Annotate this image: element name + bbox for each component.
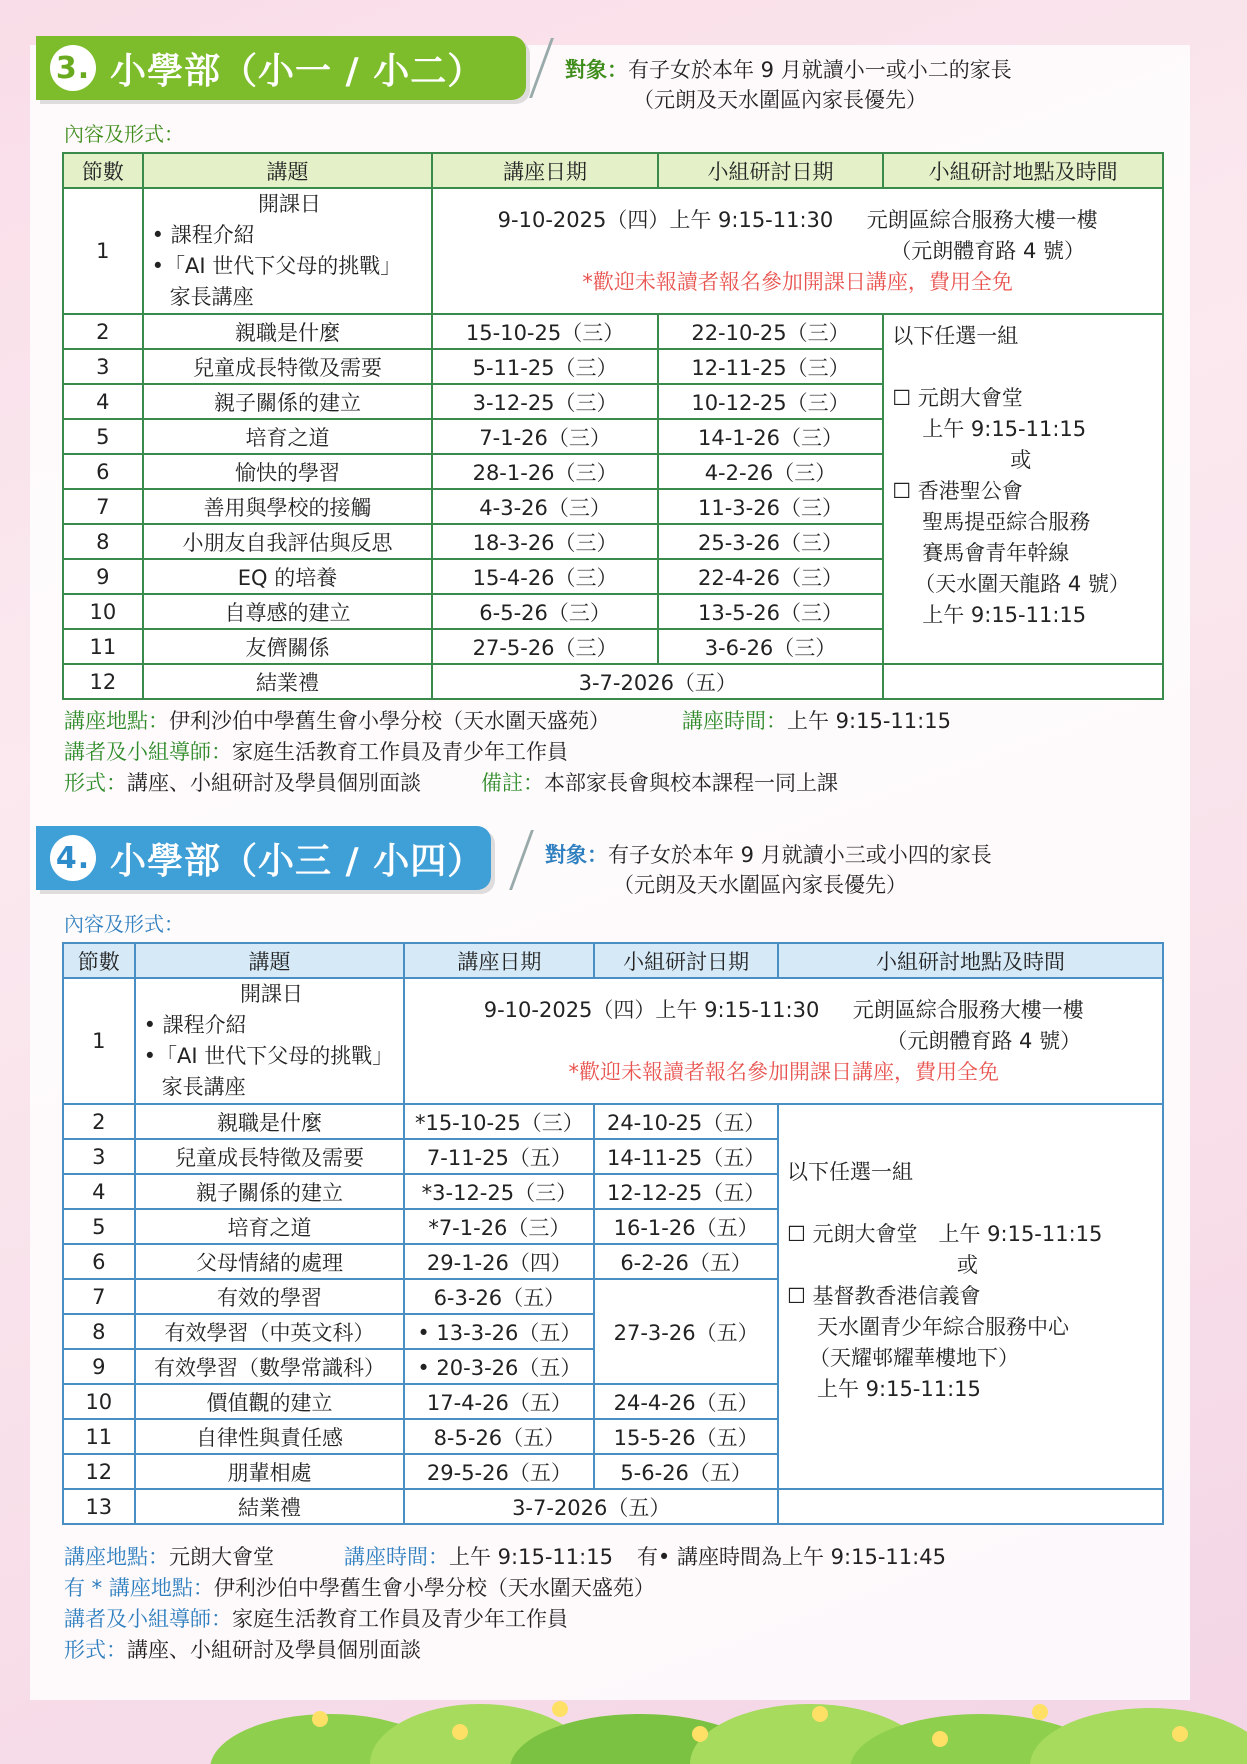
group-date: 24-4-26（五） (594, 1384, 778, 1419)
header-topic: 講題 (143, 153, 433, 188)
lecture-date: *3-12-25（三） (404, 1174, 594, 1209)
table-row (63, 188, 1163, 314)
venue-line: ☐ 香港聖公會 (892, 479, 1023, 503)
group-date: 5-6-26（五） (594, 1454, 778, 1489)
venue-line: 賽馬會青年幹線 (922, 541, 1070, 565)
session-number: 2 (63, 1104, 135, 1139)
session-number: 10 (63, 1384, 135, 1419)
opening-topic-line3: •「AI 世代下父母的挑戰」 (143, 1044, 394, 1068)
lecture-date: 15-4-26（三） (432, 559, 657, 594)
session-number: 7 (63, 489, 143, 524)
session-number: 2 (63, 314, 143, 349)
venue-line: 聖馬提亞綜合服務 (922, 510, 1091, 534)
info-value: 家庭生活教育工作員及青少年工作員 (232, 1607, 568, 1631)
opening-date: 9-10-2025（四）上午 9:15-11:30 (483, 997, 820, 1022)
session-number: 1 (63, 978, 135, 1104)
session-number: 11 (63, 629, 143, 664)
session-number: 4 (63, 384, 143, 419)
table-header (63, 943, 1163, 978)
session-number: 12 (63, 1454, 135, 1489)
session-number: 3 (63, 349, 143, 384)
venue-line: （天水圍天龍路 4 號） (914, 572, 1130, 596)
venue-line: 上午 9:15-11:15 (922, 603, 1087, 627)
section4-title: 小學部（小三 / 小四） (110, 840, 485, 882)
flower-decoration (0, 1654, 1247, 1764)
info-label: 有 * 講座地點： (64, 1576, 214, 1600)
session-topic: 自律性與責任感 (135, 1419, 405, 1454)
section3-target-line1: 有子女於本年 9 月就讀小一或小二的家長 (628, 58, 1012, 82)
session-topic: 有效學習（中英文科） (135, 1314, 405, 1349)
group-date: 25-3-26（三） (658, 524, 883, 559)
group-date-merged: 27-3-26（五） (594, 1279, 778, 1384)
session-topic: 善用與學校的接觸 (143, 489, 433, 524)
info-value: 有• 講座時間為上午 9:15-11:45 (636, 1545, 946, 1569)
header-group-venue: 小組研討地點及時間 (883, 153, 1163, 188)
lecture-date: 28-1-26（三） (432, 454, 657, 489)
session-number: 6 (63, 1244, 135, 1279)
group-date: 22-10-25（三） (658, 314, 883, 349)
session-topic: 友儕關係 (143, 629, 433, 664)
section3-content-label: 內容及形式： (64, 122, 184, 146)
section4-number: 4. (50, 835, 96, 881)
opening-topic-line1: 開課日 (240, 982, 304, 1006)
opening-note: *歡迎未報讀者報名參加開課日講座，費用全免 (568, 1059, 999, 1084)
group-date: 24-10-25（五） (594, 1104, 778, 1139)
section4-content-label: 內容及形式： (64, 912, 184, 936)
opening-topic (143, 188, 433, 314)
session-number: 8 (63, 524, 143, 559)
venue-line: ☐ 元朗大會堂 (892, 386, 1023, 410)
table-row (63, 1104, 1163, 1139)
section3-target-label: 對象： (565, 58, 628, 82)
opening-place: 元朗區綜合服務大樓一樓 (866, 207, 1098, 232)
info-value: 元朗大會堂 (169, 1545, 274, 1569)
empty-cell (883, 664, 1163, 699)
section4-banner (36, 826, 491, 890)
venue-line: 或 (1010, 448, 1032, 472)
section3-title: 小學部（小一 / 小二） (110, 50, 485, 92)
table-row (63, 978, 1163, 1104)
opening-note: *歡迎未報讀者報名參加開課日講座，費用全免 (582, 269, 1013, 294)
section3-number: 3. (50, 45, 96, 91)
session-topic: 結業禮 (135, 1489, 405, 1524)
lecture-date: 15-10-25（三） (432, 314, 657, 349)
lecture-date: • 20-3-26（五） (404, 1349, 594, 1384)
venue-line: （天耀邨耀華樓地下） (808, 1346, 1019, 1370)
session-topic: 兒童成長特徵及需要 (135, 1139, 405, 1174)
session-topic: 愉快的學習 (143, 454, 433, 489)
opening-topic-line1: 開課日 (258, 192, 322, 216)
lecture-date: 7-1-26（三） (432, 419, 657, 454)
session-topic: 父母情緒的處理 (135, 1244, 405, 1279)
section4-table (62, 942, 1164, 1525)
group-date: 3-6-26（三） (658, 629, 883, 664)
session-number: 5 (63, 1209, 135, 1244)
group-date: 4-2-26（三） (658, 454, 883, 489)
table-header (63, 153, 1163, 188)
lecture-date: *7-1-26（三） (404, 1209, 594, 1244)
lecture-date: *15-10-25（三） (404, 1104, 594, 1139)
info-label: 講者及小組導師： (64, 740, 232, 764)
info-value: 本部家長會與校本課程一同上課 (544, 771, 838, 795)
session-topic: 親職是什麼 (135, 1104, 405, 1139)
table-row (63, 314, 1163, 349)
session-topic: 價值觀的建立 (135, 1384, 405, 1419)
lecture-date: 5-11-25（三） (432, 349, 657, 384)
lecture-date: 7-11-25（五） (404, 1139, 594, 1174)
lecture-date: 17-4-26（五） (404, 1384, 594, 1419)
graduation-date: 3-7-2026（五） (432, 664, 883, 699)
group-date: 13-5-26（三） (658, 594, 883, 629)
lecture-date: 29-5-26（五） (404, 1454, 594, 1489)
table-row (63, 664, 1163, 699)
lecture-date: 27-5-26（三） (432, 629, 657, 664)
header-session: 節數 (63, 153, 143, 188)
info-label: 形式： (64, 771, 127, 795)
info-value: 上午 9:15-11:15 (449, 1545, 613, 1569)
opening-details (404, 978, 1163, 1104)
info-label: 講者及小組導師： (64, 1607, 232, 1631)
group-date: 10-12-25（三） (658, 384, 883, 419)
session-topic: 小朋友自我評估與反思 (143, 524, 433, 559)
opening-topic-line4: 家長講座 (169, 285, 254, 309)
session-topic: 培育之道 (143, 419, 433, 454)
header-lecture-date: 講座日期 (404, 943, 594, 978)
opening-address: （元朗體育路 4 號） (886, 1028, 1082, 1053)
group-date: 12-12-25（五） (594, 1174, 778, 1209)
section3-table (62, 152, 1164, 700)
info-label: 講座時間： (682, 709, 787, 733)
section4-target (545, 840, 992, 900)
lecture-date: 6-5-26（三） (432, 594, 657, 629)
header-lecture-date: 講座日期 (432, 153, 657, 188)
session-topic: 有效的學習 (135, 1279, 405, 1314)
session-topic: 自尊感的建立 (143, 594, 433, 629)
info-label: 講座地點： (64, 1545, 169, 1569)
session-topic: 培育之道 (135, 1209, 405, 1244)
lecture-date: • 13-3-26（五） (404, 1314, 594, 1349)
venue-line: ☐ 基督教香港信義會 (786, 1284, 981, 1308)
info-value: 伊利沙伯中學舊生會小學分校（天水圍天盛苑） (213, 1576, 655, 1600)
session-topic: 結業禮 (143, 664, 433, 699)
group-date: 11-3-26（三） (658, 489, 883, 524)
session-number: 13 (63, 1489, 135, 1524)
session-topic: 親職是什麼 (143, 314, 433, 349)
session-number: 8 (63, 1314, 135, 1349)
session-topic: EQ 的培養 (143, 559, 433, 594)
section4-target-line1: 有子女於本年 9 月就讀小三或小四的家長 (608, 843, 992, 867)
session-number: 4 (63, 1174, 135, 1209)
opening-topic-line2: • 課程介紹 (151, 223, 255, 247)
empty-cell (778, 1489, 1163, 1524)
opening-details (432, 188, 1163, 314)
opening-address: （元朗體育路 4 號） (890, 238, 1086, 263)
lecture-date: 4-3-26（三） (432, 489, 657, 524)
venue-line: ☐ 元朗大會堂 上午 9:15-11:15 (786, 1222, 1103, 1246)
session-topic: 親子關係的建立 (135, 1174, 405, 1209)
info-value: 家庭生活教育工作員及青少年工作員 (232, 740, 568, 764)
venue-line: 上午 9:15-11:15 (922, 417, 1087, 441)
section4-info (64, 1542, 946, 1666)
group-date: 14-11-25（五） (594, 1139, 778, 1174)
header-session: 節數 (63, 943, 135, 978)
table-row (63, 1489, 1163, 1524)
lecture-date: 6-3-26（五） (404, 1279, 594, 1314)
info-label: 備註： (481, 771, 544, 795)
header-group-venue: 小組研討地點及時間 (778, 943, 1163, 978)
section3-info (64, 706, 951, 799)
venue-line: 以下任選一組 (892, 324, 1019, 348)
section3-banner (36, 36, 526, 100)
info-value: 上午 9:15-11:15 (787, 709, 951, 733)
opening-place: 元朗區綜合服務大樓一樓 (852, 997, 1084, 1022)
group-venue (883, 314, 1163, 664)
session-topic: 親子關係的建立 (143, 384, 433, 419)
session-number: 5 (63, 419, 143, 454)
session-number: 11 (63, 1419, 135, 1454)
venue-line: 以下任選一組 (786, 1160, 913, 1184)
session-number: 9 (63, 559, 143, 594)
group-date: 14-1-26（三） (658, 419, 883, 454)
session-number: 3 (63, 1139, 135, 1174)
graduation-date: 3-7-2026（五） (404, 1489, 777, 1524)
group-date: 12-11-25（三） (658, 349, 883, 384)
group-date: 6-2-26（五） (594, 1244, 778, 1279)
section4-target-line2: （元朗及天水圍區內家長優先） (613, 873, 907, 897)
lecture-date: 3-12-25（三） (432, 384, 657, 419)
header-group-date: 小組研討日期 (594, 943, 778, 978)
info-value: 講座、小組研討及學員個別面談 (127, 1638, 421, 1662)
group-date: 15-5-26（五） (594, 1419, 778, 1454)
section3-target-line2: （元朗及天水圍區內家長優先） (633, 88, 927, 112)
session-number: 12 (63, 664, 143, 699)
venue-line: 或 (956, 1253, 978, 1277)
venue-line: 上午 9:15-11:15 (816, 1377, 981, 1401)
session-topic: 兒童成長特徵及需要 (143, 349, 433, 384)
info-label: 講座時間： (344, 1545, 449, 1569)
session-topic: 朋輩相處 (135, 1454, 405, 1489)
opening-topic-line3: •「AI 世代下父母的挑戰」 (151, 254, 402, 278)
opening-topic-line4: 家長講座 (161, 1075, 246, 1099)
opening-topic-line2: • 課程介紹 (143, 1013, 247, 1037)
session-number: 1 (63, 188, 143, 314)
venue-line: 天水圍青少年綜合服務中心 (816, 1315, 1069, 1339)
lecture-date: 18-3-26（三） (432, 524, 657, 559)
lecture-date: 8-5-26（五） (404, 1419, 594, 1454)
session-number: 10 (63, 594, 143, 629)
group-venue (778, 1104, 1163, 1489)
section3-target (565, 55, 1012, 115)
info-value: 講座、小組研討及學員個別面談 (127, 771, 421, 795)
lecture-date: 29-1-26（四） (404, 1244, 594, 1279)
header-topic: 講題 (135, 943, 405, 978)
header-group-date: 小組研討日期 (658, 153, 883, 188)
session-number: 9 (63, 1349, 135, 1384)
group-date: 16-1-26（五） (594, 1209, 778, 1244)
session-number: 7 (63, 1279, 135, 1314)
info-value: 伊利沙伯中學舊生會小學分校（天水圍天盛苑） (169, 709, 610, 733)
session-number: 6 (63, 454, 143, 489)
group-date: 22-4-26（三） (658, 559, 883, 594)
section4-target-label: 對象： (545, 843, 608, 867)
opening-date: 9-10-2025（四）上午 9:15-11:30 (497, 207, 834, 232)
info-label: 形式： (64, 1638, 127, 1662)
info-label: 講座地點： (64, 709, 169, 733)
session-topic: 有效學習（數學常識科） (135, 1349, 405, 1384)
opening-topic (135, 978, 405, 1104)
